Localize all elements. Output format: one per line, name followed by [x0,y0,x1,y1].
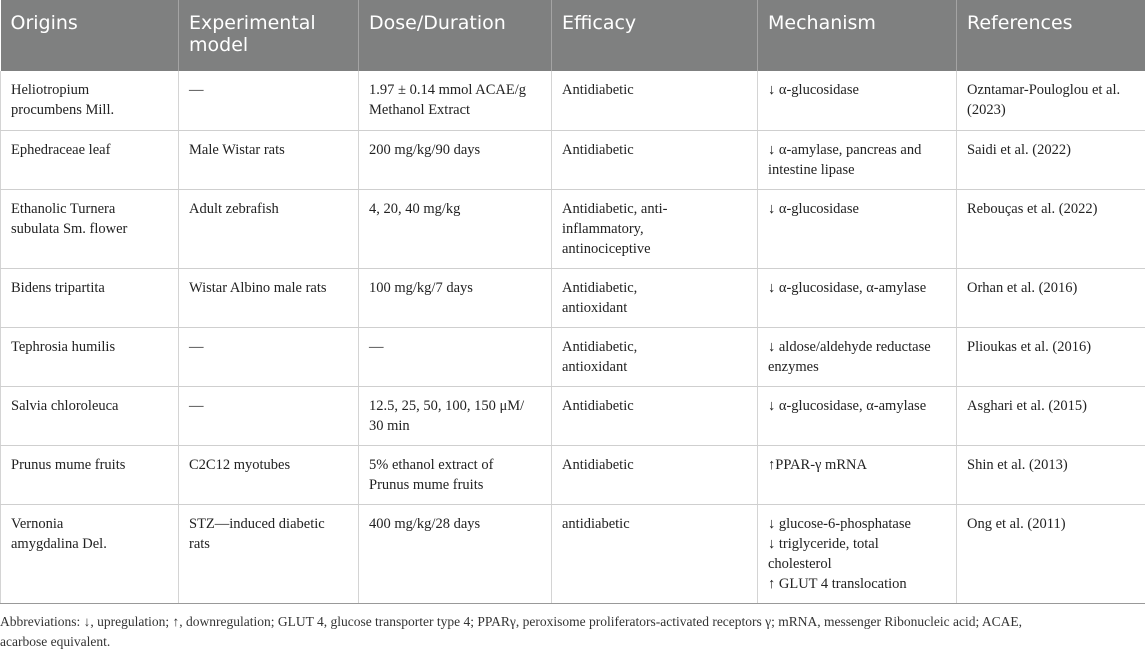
cell-reference [957,445,1145,504]
cell-origin [1,189,179,268]
footnote [0,612,1140,652]
cell-efficacy [552,71,758,130]
cell-line: ↓ aldose/aldehyde reductase [768,338,931,355]
cell-line: antioxidant [562,358,628,375]
table-row [1,71,1145,130]
cell-efficacy [552,386,758,445]
cell-line: Bidens tripartita [11,279,105,296]
cell-line: Rebouças et al. (2022) [967,200,1098,217]
cell-line: C2C12 myotubes [189,456,291,473]
cell-dose [359,130,552,189]
cell-line: Antidiabetic [562,82,634,98]
cell-reference [957,130,1145,189]
cell-line: Tephrosia humilis [11,338,116,355]
column-header-origins: Origins [10,12,78,34]
column-header-efficacy: Efficacy [552,0,758,71]
cell-dose [359,71,552,130]
cell-dose [359,504,552,603]
cell-line: Asghari et al. (2015) [967,397,1087,414]
cell-reference [957,268,1145,327]
cell-line: — [369,338,384,355]
cell-line: Ephedraceae leaf [11,141,111,158]
cell-line: Ong et al. (2011) [967,515,1066,532]
header-row [1,0,1145,71]
cell-dose [359,386,552,445]
footnote-line: acarbose equivalent. [0,634,111,649]
cell-line: enzymes [768,358,819,375]
header-line: Experimental [189,12,316,34]
table-row [1,268,1145,327]
cell-line: 5% ethanol extract of [369,456,494,473]
cell-line: procumbens Mill. [11,102,115,118]
cell-line: Vernonia [11,515,64,532]
cell-line: Wistar Albino male rats [189,279,327,296]
cell-line: Prunus mume fruits [369,476,484,493]
cell-line: Saidi et al. (2022) [967,141,1071,158]
cell-line: intestine lipase [768,161,855,178]
cell-efficacy [552,130,758,189]
cell-line: Antidiabetic [562,456,634,473]
footnote-line: Abbreviations: ↓, upregulation; ↑, downregulation; GLUT 4, glucose transporter type 4; PPARγ, peroxisome proliferators-activated receptors γ; mRNA, messenger Ribonucleic acid; ACAE, [0,614,1022,629]
cell-reference [957,504,1145,603]
table-row [1,504,1145,603]
cell-line: Methanol Extract [369,102,471,118]
table-row [1,189,1145,268]
cell-line: antinociceptive [562,240,651,257]
cell-dose [359,445,552,504]
cell-line: 200 mg/kg/90 days [369,141,481,158]
cell-line: Heliotropium [11,82,90,98]
cell-line: Orhan et al. (2016) [967,279,1078,296]
cell-line: Antidiabetic [562,141,634,158]
cell-reference [957,71,1145,130]
column-header-dose-duration: Dose/Duration [359,0,552,71]
cell-origin [1,268,179,327]
cell-origin [1,445,179,504]
cell-mechanism [758,327,957,386]
cell-mechanism [758,504,957,603]
cell-line: 100 mg/kg/7 days [369,279,473,296]
cell-line: — [189,397,204,414]
cell-line: (2023) [967,102,1006,118]
cell-line: Antidiabetic [562,397,634,414]
cell-model [179,189,359,268]
table-row [1,130,1145,189]
cell-mechanism [758,189,957,268]
column-header-experimental-model [179,0,359,71]
cell-line: Plioukas et al. (2016) [967,338,1092,355]
cell-origin [1,130,179,189]
cell-reference [957,386,1145,445]
cell-line: antioxidant [562,299,628,316]
cell-line: 400 mg/kg/28 days [369,515,481,532]
cell-efficacy [552,327,758,386]
column-header-mechanism: Mechanism [758,0,957,71]
cell-origin [1,71,179,130]
cell-line: — [189,338,204,355]
cell-model [179,504,359,603]
cell-efficacy [552,189,758,268]
cell-origin [1,327,179,386]
cell-origin [1,504,179,603]
cell-model [179,268,359,327]
cell-line: Antidiabetic, [562,338,638,355]
cell-model [179,386,359,445]
cell-line: Ethanolic Turnera [11,200,116,217]
cell-line: Antidiabetic, anti- [562,200,668,217]
cell-dose [359,189,552,268]
cell-line: 12.5, 25, 50, 100, 150 μM/ [369,397,525,414]
cell-line: inflammatory, [562,220,644,237]
cell-line: Male Wistar rats [189,141,285,158]
cell-line: cholesterol [768,555,832,572]
cell-reference [957,189,1145,268]
cell-dose [359,327,552,386]
table-row [1,327,1145,386]
cell-line: Ozntamar-Poulоglou et al. [967,82,1121,98]
cell-line: Salvia chloroleuca [11,397,119,414]
cell-line: ↓ α-glucosidase [768,200,859,217]
cell-line: Adult zebrafish [189,200,279,217]
cell-line: ↓ triglyceride, total [768,535,879,552]
cell-line: — [189,82,204,98]
cell-line: Prunus mume fruits [11,456,126,473]
column-header-references: References [957,0,1145,71]
cell-dose [359,268,552,327]
cell-line: ↓ α-glucosidase, α-amylase [768,397,927,414]
cell-line: ↑PPAR-γ mRNA [768,456,867,473]
cell-line: amygdalina Del. [11,535,107,552]
cell-efficacy [552,445,758,504]
cell-mechanism [758,445,957,504]
cell-line: subulata Sm. flower [11,220,128,237]
cell-line: antidiabetic [562,515,630,532]
cell-reference [957,327,1145,386]
cell-mechanism [758,130,957,189]
cell-line: ↓ α-glucosidase [768,82,859,98]
table-row [1,386,1145,445]
cell-model [179,130,359,189]
table-body [1,71,1145,603]
cell-line: ↓ glucose-6-phosphatase [768,515,911,532]
cell-mechanism [758,386,957,445]
table-row [1,445,1145,504]
cell-efficacy [552,268,758,327]
cell-line: Shin et al. (2013) [967,456,1068,473]
cell-efficacy [552,504,758,603]
cell-line: Antidiabetic, [562,279,638,296]
cell-line: ↓ α-glucosidase, α-amylase [768,279,927,296]
cell-line: 4, 20, 40 mg/kg [369,200,461,217]
cell-mechanism [758,268,957,327]
cell-line: rats [189,535,210,552]
cell-mechanism [758,71,957,130]
cell-model [179,445,359,504]
cell-line: ↑ GLUT 4 translocation [768,575,907,592]
cell-origin [1,386,179,445]
cell-line: 30 min [369,417,410,434]
table-header [1,0,1145,71]
cell-line: 1.97 ± 0.14 mmol ACAE/g [369,82,526,98]
cell-model [179,71,359,130]
header-line: model [189,34,249,56]
cell-model [179,327,359,386]
cell-line: STZ—induced diabetic [189,515,325,532]
cell-line: ↓ α-amylase, pancreas and [768,141,922,158]
